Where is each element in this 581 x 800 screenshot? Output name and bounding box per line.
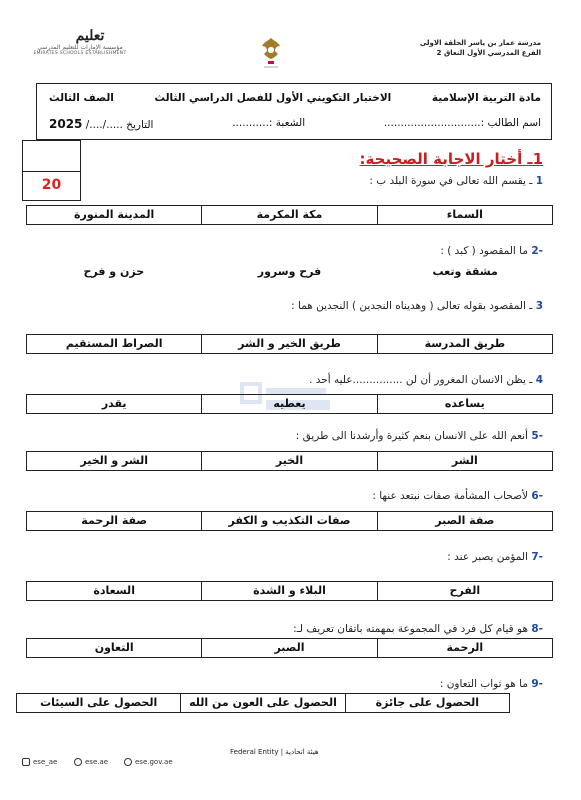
date-label: التاريخ ...../..../ — [85, 119, 154, 131]
social-website[interactable] — [124, 758, 173, 766]
options-row-6 — [26, 511, 553, 531]
options-row-1 — [26, 205, 553, 225]
exam-info-box — [36, 83, 552, 140]
total-score: 20 — [41, 177, 62, 193]
section-title: 1ـ أختار الاجابة الصحيحة: — [359, 150, 543, 168]
question-8 — [293, 623, 543, 635]
question-number: -5 — [531, 430, 543, 442]
option-c[interactable]: السعادة — [93, 584, 135, 597]
option-a[interactable]: طريق المدرسة — [377, 335, 552, 353]
logo-title: تعليم — [75, 28, 105, 44]
option-a[interactable]: الرحمة — [377, 639, 552, 657]
question-text: ـ يقسم الله تعالى في سورة البلد ب : — [369, 175, 533, 187]
question-number: -7 — [531, 551, 543, 563]
option-c[interactable]: يقدر — [101, 397, 127, 410]
option-c[interactable]: صفة الرحمة — [81, 514, 148, 527]
option-a[interactable]: صفة الصبر — [377, 512, 552, 530]
question-text: ـ يظن الانسان المغرور أن لن ...............عليه أحد . — [309, 374, 533, 386]
question-number: -6 — [531, 490, 543, 502]
question-number: -8 — [531, 623, 543, 635]
option-a[interactable]: السماء — [377, 206, 552, 224]
globe-icon — [124, 758, 132, 766]
question-4 — [309, 374, 543, 386]
option-a[interactable]: الحصول على جائزة — [345, 694, 509, 712]
student-name-field[interactable]: اسم الطالب :............................. — [383, 117, 541, 129]
question-5 — [296, 430, 543, 442]
option-b[interactable]: طريق الخير و الشر — [201, 335, 376, 353]
question-text: لأصحاب المشأمة صفات نبتعد عنها : — [372, 490, 528, 502]
option-c[interactable]: الصراط المستقيم — [65, 337, 163, 350]
options-row-4 — [26, 394, 553, 414]
option-c[interactable]: حزن و فرح — [83, 265, 145, 278]
score-divider — [23, 171, 80, 172]
option-b[interactable]: يعطيه — [201, 395, 376, 413]
options-row-5 — [26, 451, 553, 471]
ese-logo — [30, 28, 130, 78]
social-instagram[interactable] — [22, 758, 57, 766]
question-1 — [369, 175, 543, 187]
question-9 — [440, 678, 543, 690]
section-field[interactable]: الشعبة :........... — [232, 117, 306, 129]
grade-label: الصف الثالث — [49, 92, 114, 104]
question-text: أنعم الله على الانسان بنعم كثيرة وأرشدنا الى طريق : — [295, 430, 528, 442]
option-c[interactable]: التعاون — [94, 641, 134, 654]
question-7 — [447, 551, 543, 563]
question-text: المؤمن يصبر عند : — [447, 551, 528, 563]
option-a[interactable]: يساعده — [377, 395, 552, 413]
option-b[interactable]: فرح وسرور — [257, 265, 322, 278]
exam-title: الاختبار التكويني الأول للفصل الدراسي الثالث — [154, 92, 392, 104]
logo-subtitle-en: EMIRATES SCHOOLS ESTABLISHMENT — [33, 51, 127, 56]
social-handle: ese.gov.ae — [135, 758, 173, 766]
year-label: 2025 — [49, 117, 83, 131]
score-box — [22, 140, 81, 201]
social-handle: ese_ae — [33, 758, 58, 766]
option-a[interactable]: الشر — [377, 452, 552, 470]
twitter-icon — [74, 758, 82, 766]
option-c[interactable]: المدينة المنورة — [74, 208, 155, 221]
option-c[interactable]: الحصول على السيئات — [40, 696, 158, 709]
question-text: ما المقصود ( كبد ) : — [440, 245, 528, 257]
option-b[interactable]: صفات التكذيب و الكفر — [201, 512, 376, 530]
school-line-2: الفرع المدرسي الأول النعاق 2 — [436, 49, 541, 57]
option-c[interactable]: الشر و الخير — [80, 454, 148, 467]
school-line-1: مدرسة عمار بن ياسر الحلقة الاولى — [419, 39, 541, 47]
option-a[interactable]: الفرح — [377, 582, 552, 600]
question-number: -9 — [531, 678, 543, 690]
question-number: 4 — [535, 374, 543, 386]
options-row-8 — [26, 638, 553, 658]
question-3 — [291, 300, 543, 312]
option-b[interactable]: مكة المكرمة — [201, 206, 376, 224]
question-2 — [440, 245, 543, 257]
question-text: ما هو ثواب التعاون : — [439, 678, 528, 690]
subject-label: مادة التربية الإسلامية — [431, 92, 541, 104]
option-a[interactable]: مشقة وتعب — [432, 265, 498, 278]
social-handle: ese.ae — [85, 758, 109, 766]
question-6 — [372, 490, 543, 502]
uae-emblem-icon — [258, 36, 284, 70]
question-number: 3 — [535, 300, 543, 312]
options-row-7 — [26, 581, 553, 601]
question-number: -2 — [531, 245, 543, 257]
option-b[interactable]: الخير — [201, 452, 376, 470]
option-b[interactable]: الحصول على العون من الله — [180, 694, 344, 712]
school-name — [420, 38, 541, 58]
option-b[interactable]: الصبر — [201, 639, 376, 657]
federal-entity-label: Federal Entity | هيئة اتحادية — [230, 748, 319, 756]
date-field[interactable] — [49, 117, 153, 131]
question-number: 1 — [535, 175, 543, 187]
option-b[interactable]: البلاء و الشدة — [201, 582, 376, 600]
logo-subtitle-ar: مؤسسة الإمارات للتعليم المدرسي — [37, 44, 123, 51]
question-text: ـ المقصود بقوله تعالى ( وهديناه النجدين ) النجدين هما : — [291, 300, 533, 312]
options-row-9 — [16, 693, 510, 713]
instagram-icon — [22, 758, 30, 766]
options-row-3 — [26, 334, 553, 354]
social-twitter[interactable] — [74, 758, 108, 766]
options-row-2 — [26, 263, 553, 281]
question-text: هو قيام كل فرد في المجموعة بمهمته باتقان تعريف لـ: — [293, 623, 528, 635]
